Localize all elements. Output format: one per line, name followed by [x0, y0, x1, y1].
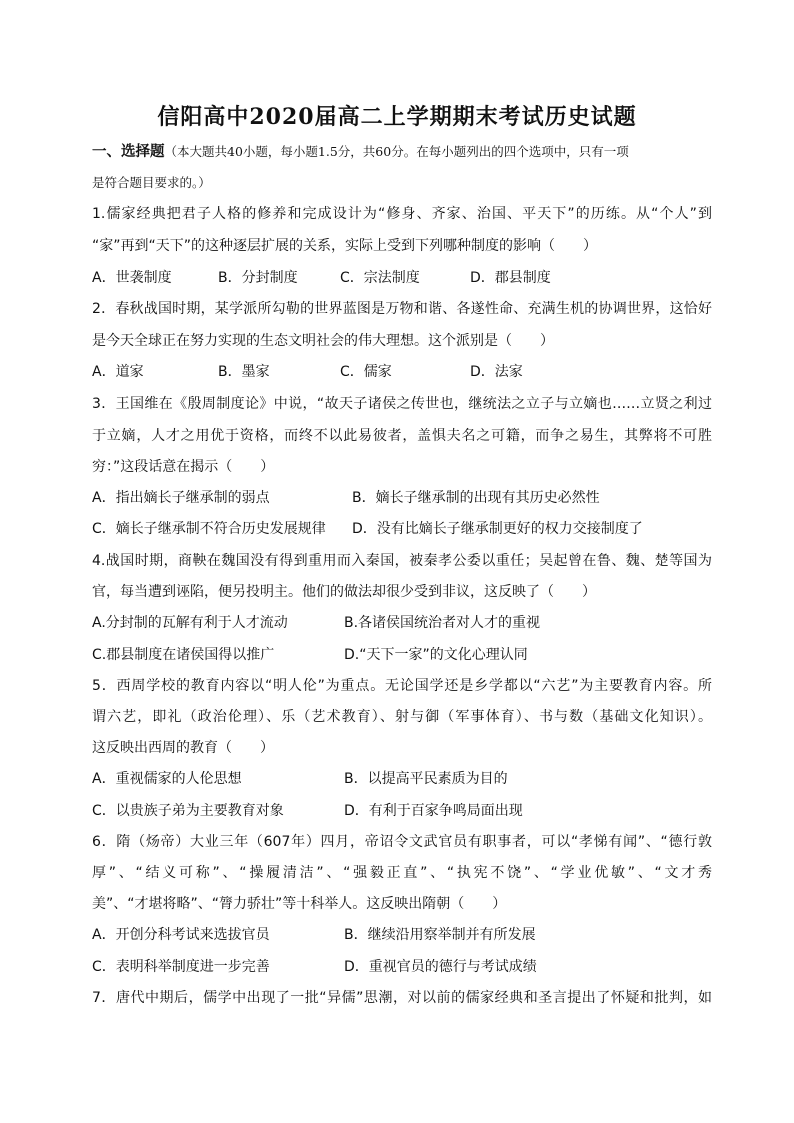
exam-title: 信阳高中2020届高二上学期期末考试历史试题	[157, 104, 637, 130]
q6-line2: 厚”、“结义可称”、“操履清洁”、“强毅正直”、“执宪不饶”、“学业优敏”、“文才秀	[92, 865, 712, 881]
q2-option-b: B．墨家	[218, 364, 270, 380]
q7-line1: 7．唐代中期后，儒学中出现了一批“异儒”思潮，对以前的儒家经典和圣言提出了怀疑和批判，如	[92, 990, 712, 1006]
q5-line2: 谓六艺，即礼（政治伦理）、乐（艺术教育）、射与御（军事体育）、书与数（基础文化知识）。	[92, 709, 712, 725]
q2-line2: 是今天全球正在努力实现的生态文明社会的伟大理想。这个派别是（ ）	[92, 333, 554, 349]
q2-option-c: C．儒家	[340, 364, 392, 380]
q6-option-c: C．表明科举制度进一步完善	[92, 959, 270, 975]
q6-line1: 6．隋（炀帝）大业三年（607年）四月，帝诏令文武官员有职事者，可以“孝悌有闻”、“德行敦	[92, 834, 712, 850]
q4-option-b: B.各诸侯国统治者对人才的重视	[344, 615, 541, 631]
q5-option-d: D．有利于百家争鸣局面出现	[344, 803, 523, 819]
q4-line1: 4.战国时期，商鞅在魏国没有得到重用而入秦国，被秦孝公委以重任；吴起曾在鲁、魏、楚等国为	[92, 553, 712, 569]
q3-option-a: A．指出嫡长子继承制的弱点	[92, 490, 270, 506]
section-note-line2: 是符合题目要求的。）	[92, 175, 211, 190]
q6-option-d: D．重视官员的德行与考试成绩	[344, 959, 537, 975]
q4-option-c: C.郡县制度在诸侯国得以推广	[92, 647, 275, 663]
q3-line3: 穷：”这段话意在揭示（ ）	[92, 459, 275, 475]
q3-option-d: D．没有比嫡长子继承制更好的权力交接制度了	[352, 521, 643, 537]
q5-line3: 这反映出西周的教育（ ）	[92, 740, 274, 756]
q4-option-d: D.“天下一家”的文化心理认同	[344, 647, 528, 663]
q1-line1: 1.儒家经典把君子人格的修养和完成设计为“修身、齐家、治国、平天下”的历练。从“个人”到	[92, 206, 712, 222]
q1-option-c: C．宗法制度	[340, 270, 420, 286]
q3-line2: 于立嫡，人才之用优于资格，而终不以此易彼者，盖惧夫名之可籍，而争之易生，其弊将不可胜	[92, 428, 712, 444]
q3-line1: 3．王国维在《殷周制度论》中说，“故天子诸侯之传世也，继统法之立子与立嫡也……立贤之利过	[92, 396, 712, 412]
q2-line1: 2．春秋战国时期，某学派所勾勒的世界蓝图是万物和谐、各遂性命、充满生机的协调世界，这恰好	[92, 301, 712, 317]
q5-line1: 5．西周学校的教育内容以“明人伦”为重点。无论国学还是乡学都以“六艺”为主要教育内容。所	[92, 678, 712, 694]
section-note-line1: （本大题共40小题，每小题1.5分，共60分。在每小题列出的四个选项中，只有一项	[164, 144, 629, 159]
q4-option-a: A.分封制的瓦解有利于人才流动	[92, 615, 288, 631]
q3-option-c: C．嫡长子继承制不符合历史发展规律	[92, 521, 326, 537]
q1-option-b: B．分封制度	[218, 270, 298, 286]
q6-option-a: A．开创分科考试来选拔官员	[92, 927, 270, 943]
q5-option-c: C．以贵族子弟为主要教育对象	[92, 803, 284, 819]
q2-option-a: A．道家	[92, 364, 144, 380]
q1-line2: “家”再到“天下”的这种逐层扩展的关系，实际上受到下列哪种制度的影响（ ）	[92, 238, 598, 254]
q4-line2: 官，每当遭到诬陷，便另投明主。他们的做法却很少受到非议，这反映了（ ）	[92, 584, 596, 600]
q2-option-d: D．法家	[470, 364, 523, 380]
q1-option-d: D．郡县制度	[470, 270, 551, 286]
q6-option-b: B．继续沿用察举制并有所发展	[344, 927, 536, 943]
q1-option-a: A．世袭制度	[92, 270, 172, 286]
q5-option-b: B．以提高平民素质为目的	[344, 771, 508, 787]
q6-line3: 美”、“才堪将略”、“膂力骄壮”等十科举人。这反映出隋朝（ ）	[92, 896, 507, 912]
q3-option-b: B．嫡长子继承制的出现有其历史必然性	[352, 490, 600, 506]
section-heading: 一、选择题	[92, 144, 165, 160]
q5-option-a: A．重视儒家的人伦思想	[92, 771, 242, 787]
section-header	[92, 142, 712, 162]
